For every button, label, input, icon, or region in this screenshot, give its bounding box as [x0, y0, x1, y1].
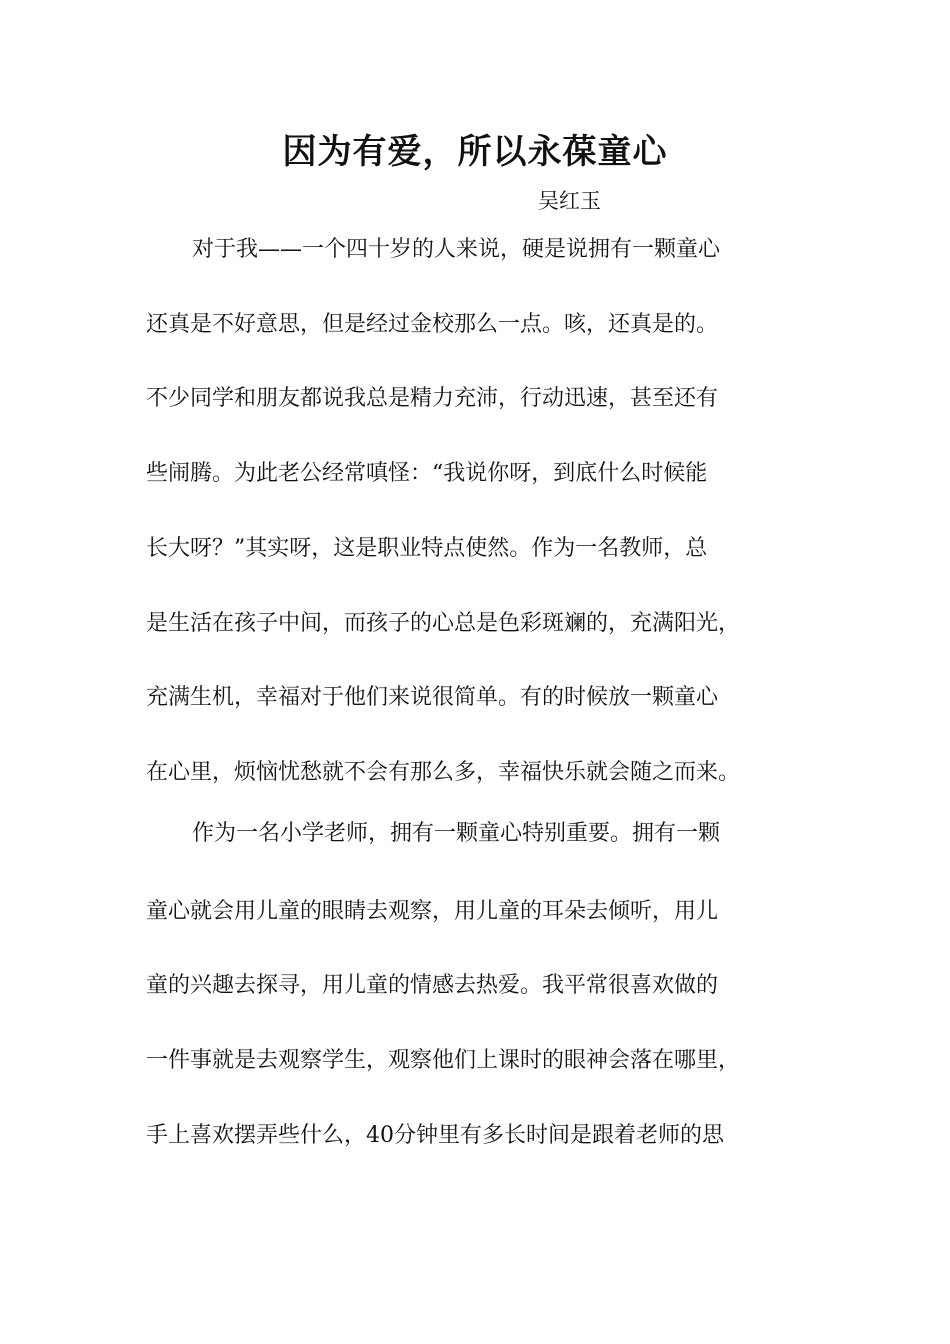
- paragraph-line: 充满生机，幸福对于他们来说很简单。有的时候放一颗童心: [146, 685, 719, 710]
- paragraph-line: 手上喜欢摆弄些什么，40分钟里有多长时间是跟着老师的思: [146, 1123, 724, 1148]
- paragraph-line: 童心就会用儿童的眼睛去观察，用儿童的耳朵去倾听，用儿: [146, 899, 719, 924]
- paragraph-line: 作为一名小学老师，拥有一颗童心特别重要。拥有一颗: [192, 821, 721, 846]
- paragraph-line: 一件事就是去观察学生，观察他们上课时的眼神会落在哪里，: [146, 1048, 741, 1073]
- paragraph-line: 些闹腾。为此老公经常嗔怪：“我说你呀，到底什么时候能: [146, 461, 708, 486]
- author-name: 吴红玉: [538, 189, 601, 213]
- document-title: 因为有爱，所以永葆童心: [282, 132, 668, 172]
- paragraph-line: 对于我——一个四十岁的人来说，硬是说拥有一颗童心: [192, 237, 721, 262]
- paragraph-line: 是生活在孩子中间，而孩子的心总是色彩斑斓的，充满阳光，: [146, 611, 741, 636]
- paragraph-line: 不少同学和朋友都说我总是精力充沛，行动迅速，甚至还有: [146, 386, 719, 411]
- paragraph-line: 长大呀？”其实呀，这是职业特点使然。作为一名教师，总: [146, 536, 708, 561]
- paragraph-line: 还真是不好意思，但是经过金校那么一点。咳，还真是的。: [146, 312, 719, 337]
- paragraph-line: 在心里，烦恼忧愁就不会有那么多，幸福快乐就会随之而来。: [146, 760, 741, 785]
- paragraph-line: 童的兴趣去探寻，用儿童的情感去热爱。我平常很喜欢做的: [146, 973, 719, 998]
